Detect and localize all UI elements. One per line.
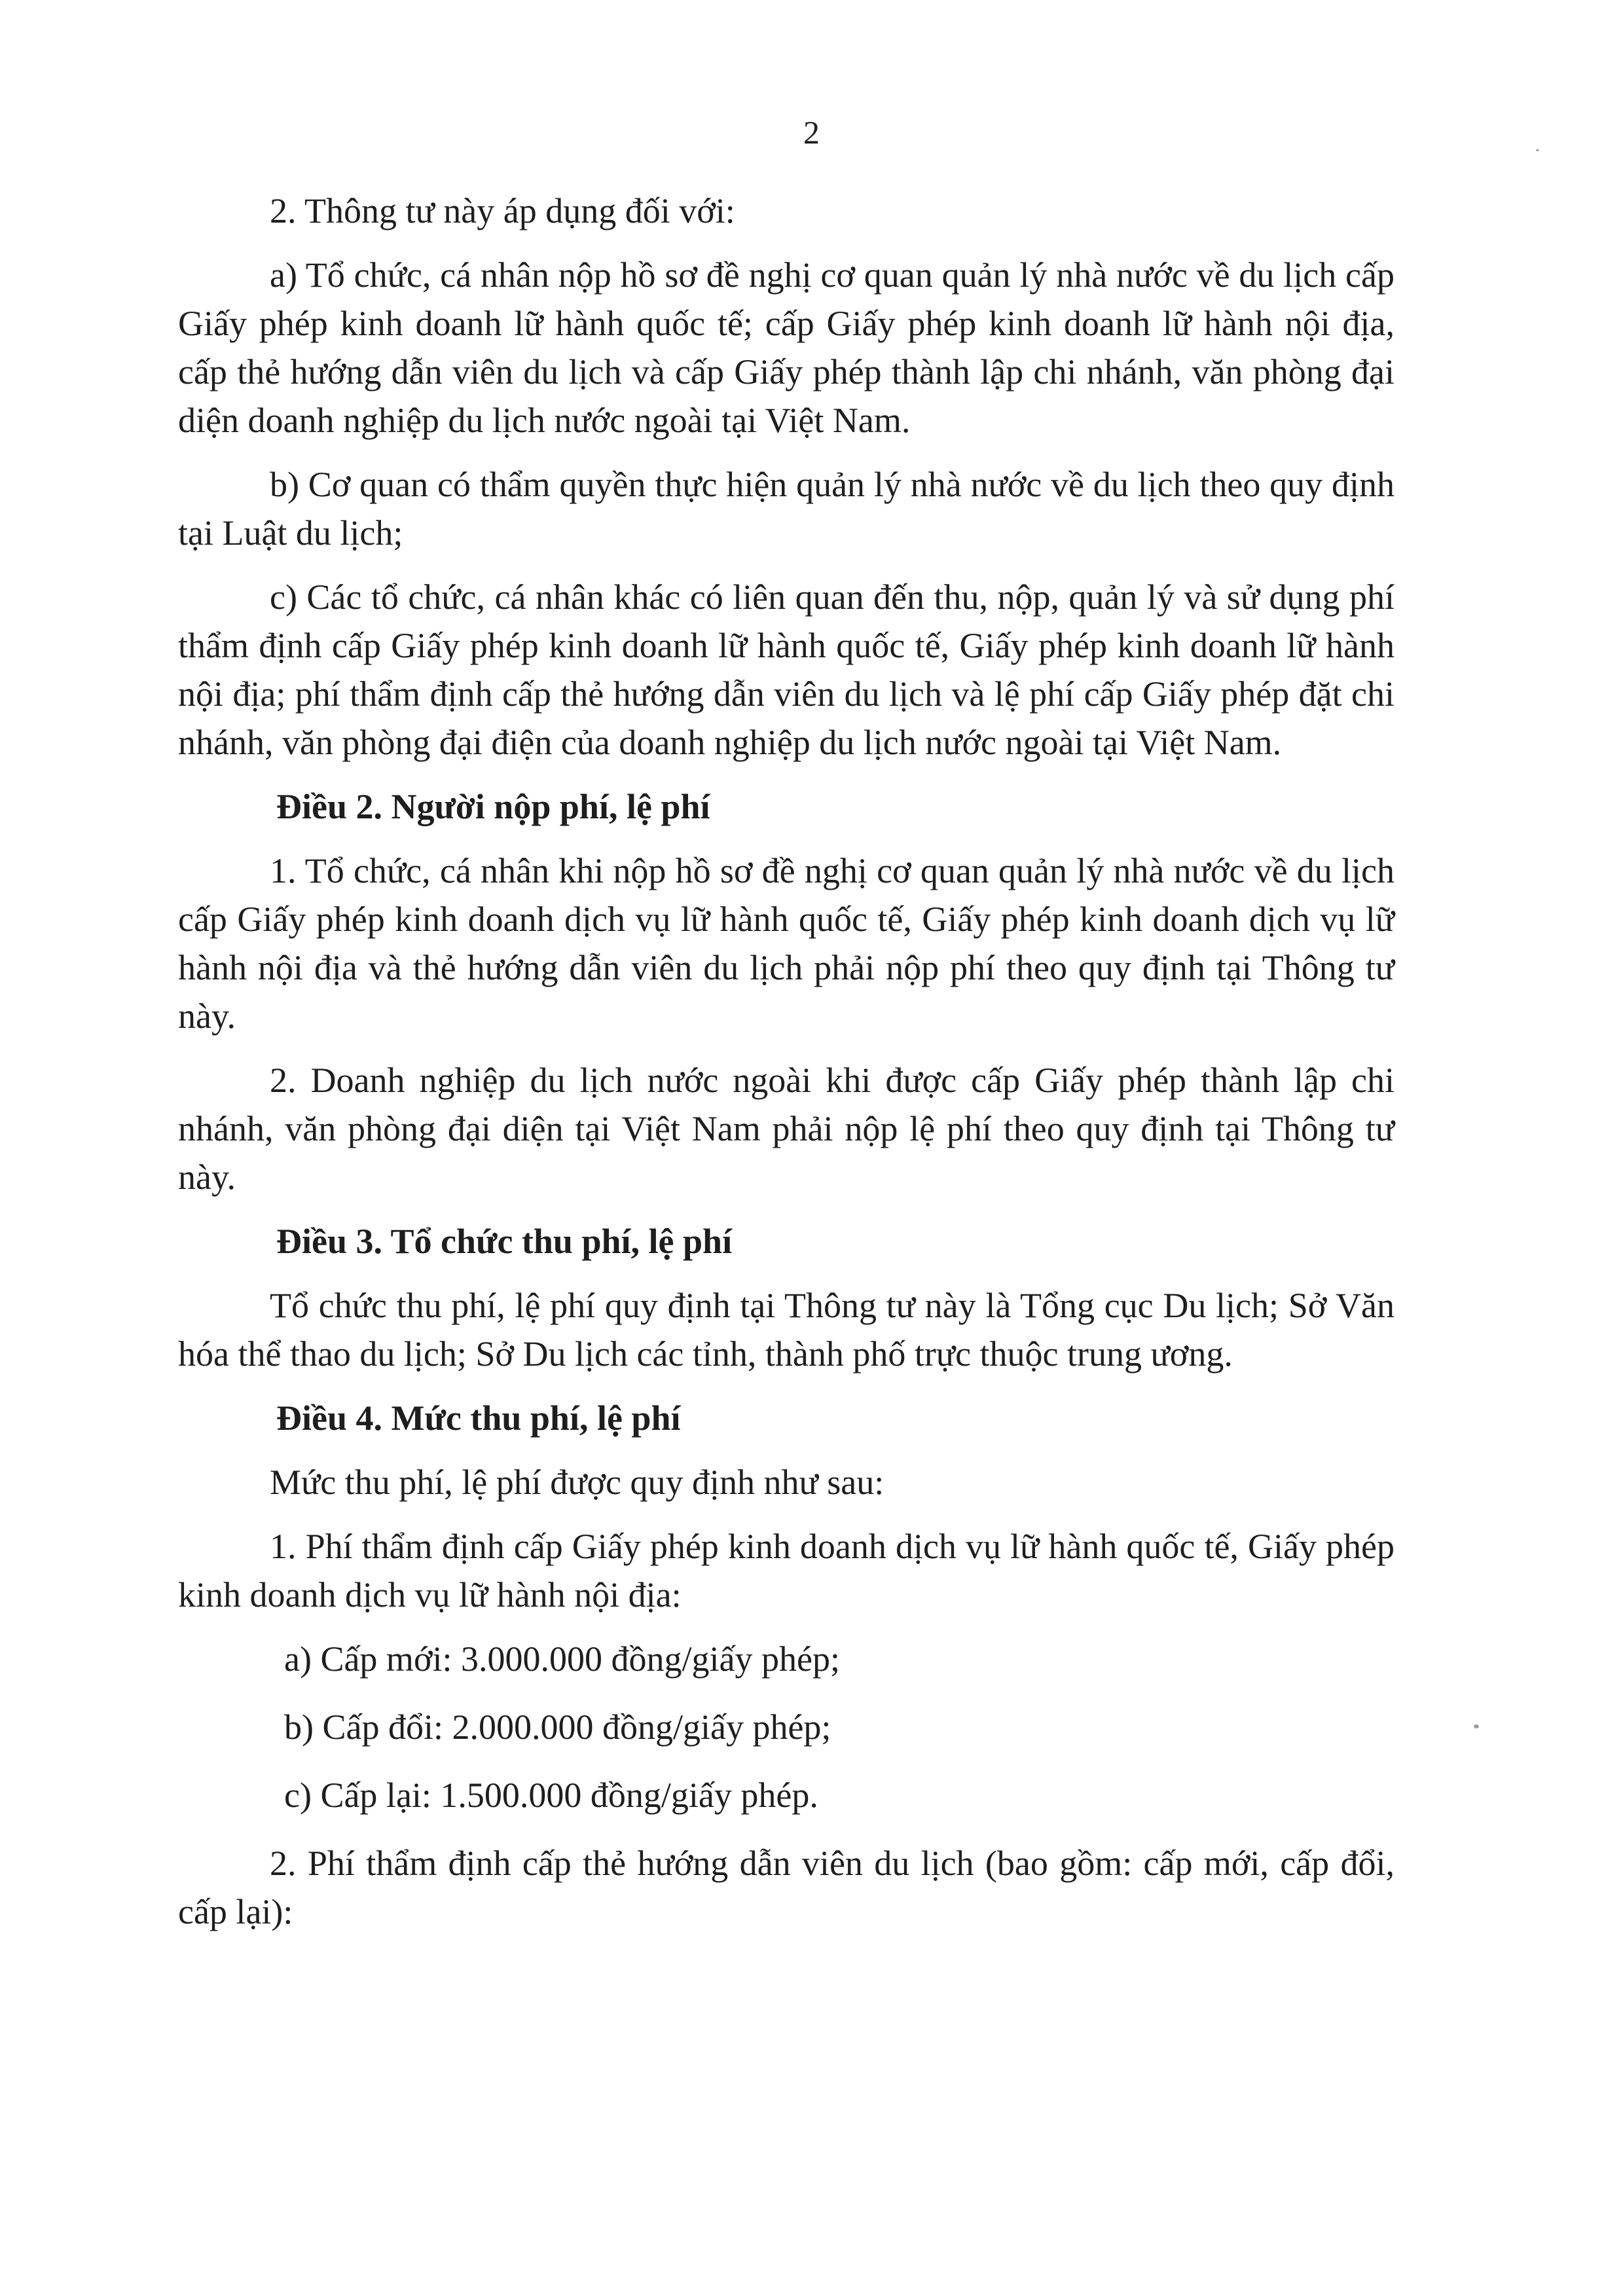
article-2-heading: Điều 2. Người nộp phí, lệ phí: [276, 787, 710, 826]
article-2-clause-1: 1. Tổ chức, cá nhân khi nộp hồ sơ đề nghị cơ quan quản lý nhà nước về du lịch cấp Giấy phép kinh doanh dịch vụ lữ hành quốc tế, Giấy phép kinh doanh dịch vụ lữ hành nội địa và thẻ hướng dẫn viên du lịch phải nộp phí theo quy định tại Thông tư này.: [178, 851, 1395, 1036]
document-body: [178, 187, 1395, 1952]
article-4-clause-2: 2. Phí thẩm định cấp thẻ hướng dẫn viên du lịch (bao gồm: cấp mới, cấp đổi, cấp lại):: [178, 1844, 1395, 1931]
article-4-intro: Mức thu phí, lệ phí được quy định như sau:: [270, 1463, 884, 1502]
scan-speck: [1474, 1724, 1479, 1728]
scan-speck: [1536, 149, 1539, 151]
fee-new-issue: a) Cấp mới: 3.000.000 đồng/giấy phép;: [284, 1639, 840, 1679]
fee-reissue: c) Cấp lại: 1.500.000 đồng/giấy phép.: [284, 1776, 818, 1815]
page-number: 2: [803, 114, 820, 151]
article-3-heading: Điều 3. Tổ chức thu phí, lệ phí: [276, 1222, 733, 1261]
article-2-clause-2: 2. Doanh nghiệp du lịch nước ngoài khi được cấp Giấy phép thành lập chi nhánh, văn phòng đại diện tại Việt Nam phải nộp lệ phí theo quy định tại Thông tư này.: [178, 1061, 1395, 1197]
fee-replacement: b) Cấp đổi: 2.000.000 đồng/giấy phép;: [284, 1707, 831, 1747]
applicability-a: a) Tổ chức, cá nhân nộp hồ sơ đề nghị cơ quan quản lý nhà nước về du lịch cấp Giấy phép kinh doanh lữ hành quốc tế; cấp Giấy phép kinh doanh lữ hành nội địa, cấp thẻ hướng dẫn viên du lịch và cấp Giấy phép thành lập chi nhánh, văn phòng đại diện doanh nghiệp du lịch nước ngoài tại Việt Nam.: [178, 255, 1395, 440]
applicability-intro: 2. Thông tư này áp dụng đối với:: [270, 191, 735, 230]
applicability-c: c) Các tổ chức, cá nhân khác có liên quan đến thu, nộp, quản lý và sử dụng phí thẩm định cấp Giấy phép kinh doanh lữ hành quốc tế, Giấy phép kinh doanh lữ hành nội địa; phí thẩm định cấp thẻ hướng dẫn viên du lịch và lệ phí cấp Giấy phép đặt chi nhánh, văn phòng đại điện của doanh nghiệp du lịch nước ngoài tại Việt Nam.: [178, 577, 1395, 762]
article-4-clause-1: 1. Phí thẩm định cấp Giấy phép kinh doanh dịch vụ lữ hành quốc tế, Giấy phép kinh doanh dịch vụ lữ hành nội địa:: [178, 1527, 1395, 1614]
article-3-body: Tổ chức thu phí, lệ phí quy định tại Thông tư này là Tổng cục Du lịch; Sở Văn hóa thể thao du lịch; Sở Du lịch các tỉnh, thành phố trực thuộc trung ương.: [178, 1286, 1395, 1374]
article-4-heading: Điều 4. Mức thu phí, lệ phí: [276, 1398, 681, 1438]
applicability-b: b) Cơ quan có thẩm quyền thực hiện quản lý nhà nước về du lịch theo quy định tại Luật du lịch;: [178, 465, 1395, 553]
